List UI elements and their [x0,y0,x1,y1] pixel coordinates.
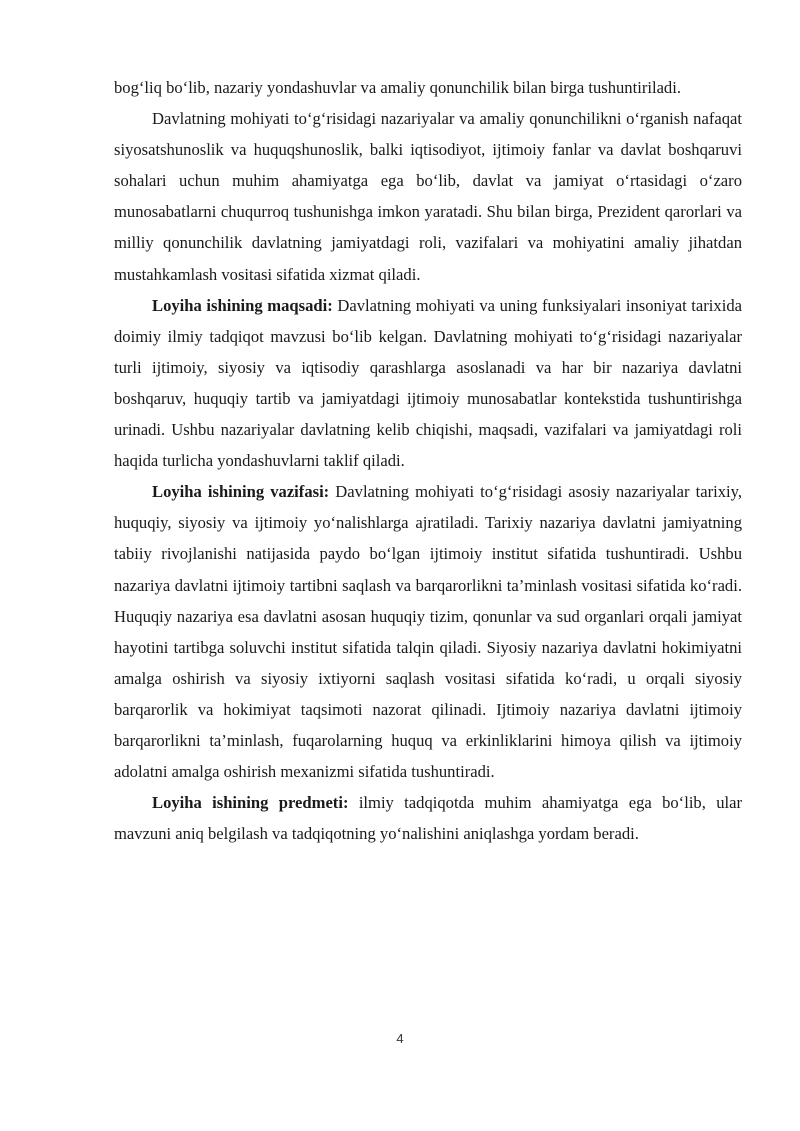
paragraph-study-of-theories [114,103,742,290]
paragraph-continuation [114,72,742,103]
paragraph-heading: Loyiha ishining maqsadi: [152,295,333,315]
paragraph-text: Davlatning mohiyati va uning funksiyalari insoniyat tarixida doimiy ilmiy tadqiqot mavzusi bo‘lib kelgan. Davlatning mohiyati to‘g‘risidagi nazariyalar turli ijtimoiy, siyosiy va iqtisodiy qarashlarga asoslanadi va har bir nazariya davlatni boshqaruv, huquqiy tartib va jamiyatdagi ijtimoiy munosabatlar kontekstida tushuntirishga urinadi. Ushbu nazariyalar davlatning kelib chiqishi, maqsadi, vazifalari va jamiyatdagi roli haqida turlicha yondashuvlarni taklif qiladi. [114,295,742,471]
paragraph-heading: Loyiha ishining vazifasi: [152,482,330,502]
paragraph-project-subject [114,787,742,849]
paragraph-text: Davlatning mohiyati to‘g‘risidagi asosiy nazariyalar tarixiy, huquqiy, siyosiy va ijtimoiy yo‘nalishlarga ajratiladi. Tarixiy nazariya davlatni jamiyatning tabiiy rivojlanishi natijasida paydo bo‘lgan ijtimoiy institut sifatida tushuntiradi. Ushbu nazariya davlatni ijtimoiy tartibni saqlash va barqarorlikni ta’minlash vositasi sifatida ko‘radi. Huquqiy nazariya esa davlatni asosan huquqiy tizim, qonunlar va sud organlari orqali jamiyat hayotini tartibga soluvchi institut sifatida talqin qiladi. Siyosiy nazariya davlatni hokimiyatni amalga oshirish va siyosiy ixtiyorni saqlash vositasi sifatida ko‘radi, u orqali siyosiy barqarorlik va hokimiyat taqsimoti nazorat qilinadi. Ijtimoiy nazariya davlatni ijtimoiy barqarorlikni ta’minlash, fuqarolarning huquq va erkinliklarini himoya qilish va ijtimoiy adolatni amalga oshirish mexanizmi sifatida tushuntiradi. [114,482,742,782]
paragraph-text: ilmiy tadqiqotda muhim ahamiyatga ega bo‘lib, ular mavzuni aniq belgilash va tadqiqotning yo‘nalishini aniqlashga yordam beradi. [114,793,742,844]
paragraph-project-goal [114,290,742,477]
paragraph-text: Davlatning mohiyati to‘g‘risidagi nazariyalar va amaliy qonunchilikni o‘rganish nafaqat siyosatshunoslik va huquqshunoslik, balki iqtisodiyot, ijtimoiy fanlar va davlat boshqaruvi sohalari uchun muhim ahamiyatga ega bo‘lib, davlat va jamiyat o‘rtasidagi o‘zaro munosabatlarni chuqurroq tushunishga imkon yaratadi. Shu bilan birga, Prezident qarorlari va milliy qonunchilik davlatning jamiyatdagi roli, vazifalari va mohiyatini amaliy jihatdan mustahkamlash vositasi sifatida xizmat qiladi. [114,109,742,284]
paragraph-project-tasks [114,476,742,787]
paragraph-heading: Loyiha ishining predmeti: [152,793,349,813]
body-text [114,72,742,849]
paragraph-text: bog‘liq bo‘lib, nazariy yondashuvlar va amaliy qonunchilik bilan birga tushuntiriladi. [114,78,681,97]
page-number: 4 [396,1031,404,1046]
